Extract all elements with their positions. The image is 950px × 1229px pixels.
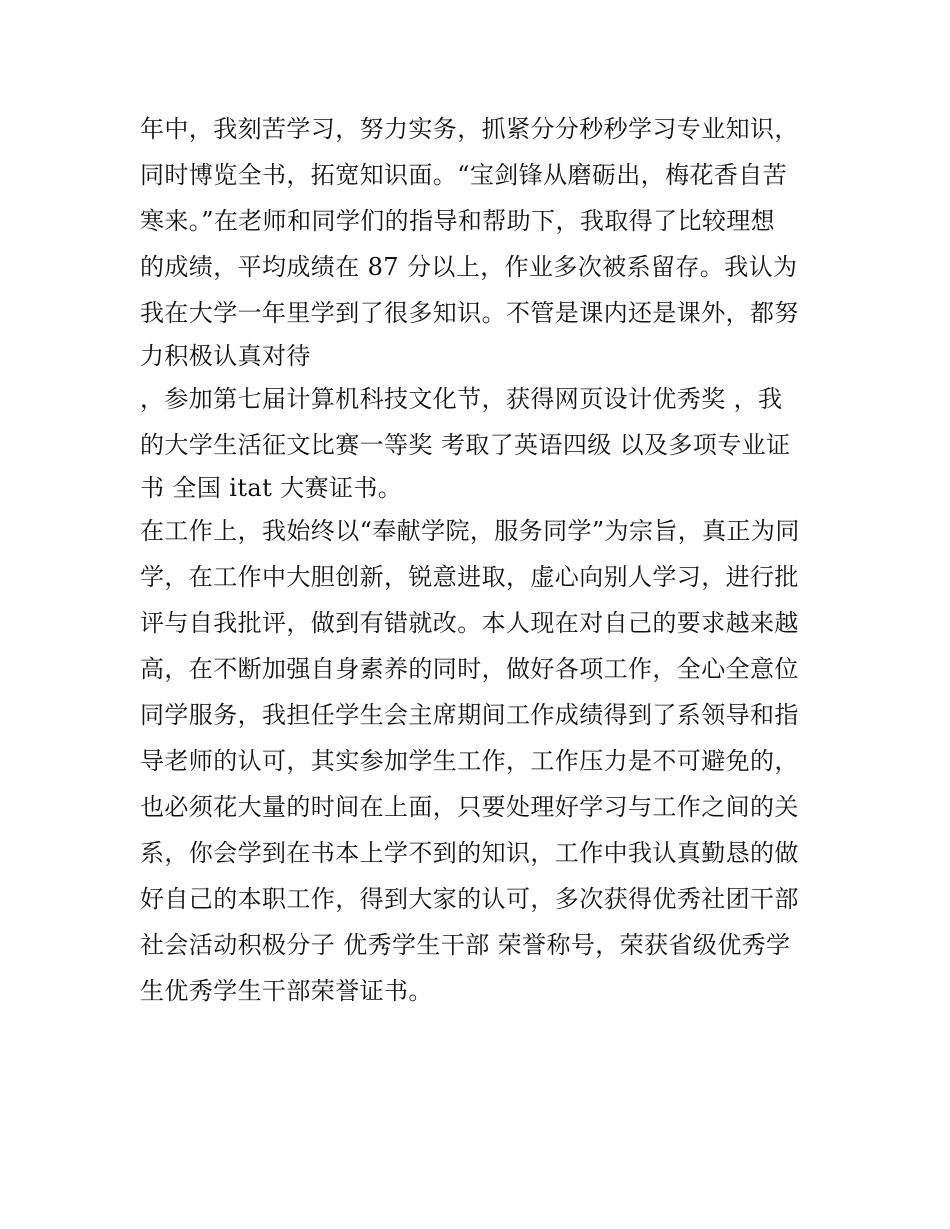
text-line: 好自己的本职工作，得到大家的认可，多次获得优秀社团干部 <box>140 885 799 913</box>
text-line: 评与自我批评，做到有错就改。本人现在对自己的要求越来越 <box>140 609 799 637</box>
text-line: ，参加第七届计算机科技文化节，获得网页设计优秀奖 ，我 <box>140 385 783 413</box>
text-line: 高，在不断加强自身素养的同时，做好各项工作，全心全意位 <box>140 655 799 683</box>
text-line: 的成绩，平均成绩在 87 分以上，作业多次被系留存。我认为 <box>140 253 798 281</box>
text-line: 也必须花大量的时间在上面，只要处理好学习与工作之间的关 <box>140 793 799 821</box>
text-line: 寒来。”在老师和同学们的指导和帮助下，我取得了比较理想 <box>140 207 776 235</box>
text-line: 在工作上，我始终以“奉献学院，服务同学”为宗旨，真正为同 <box>140 517 800 545</box>
text-line: 的大学生活征文比赛一等奖 考取了英语四级 以及多项专业证 <box>140 431 791 459</box>
text-line: 年中，我刻苦学习，努力实务，抓紧分分秒秒学习专业知识， <box>140 115 799 143</box>
body-text <box>140 106 830 1014</box>
text-line: 同时博览全书，拓宽知识面。“宝剑锋从磨砺出，梅花香自苦 <box>140 161 788 189</box>
text-line: 系，你会学到在书本上学不到的知识，工作中我认真勤恳的做 <box>140 839 799 867</box>
text-line: 学，在工作中大胆创新，锐意进取，虚心向别人学习，进行批 <box>140 563 799 591</box>
text-line: 书 全国 itat 大赛证书。 <box>140 474 403 502</box>
text-line: 导老师的认可，其实参加学生工作，工作压力是不可避免的， <box>140 747 799 775</box>
text-line: 力积极认真对待 <box>140 342 311 370</box>
text-line: 生优秀学生干部荣誉证书。 <box>140 977 433 1005</box>
text-line: 同学服务，我担任学生会主席期间工作成绩得到了系领导和指 <box>140 701 799 729</box>
text-line: 我在大学一年里学到了很多知识。不管是课内还是课外，都努 <box>140 299 799 327</box>
text-line: 社会活动积极分子 优秀学生干部 荣誉称号，荣获省级优秀学 <box>140 931 791 959</box>
